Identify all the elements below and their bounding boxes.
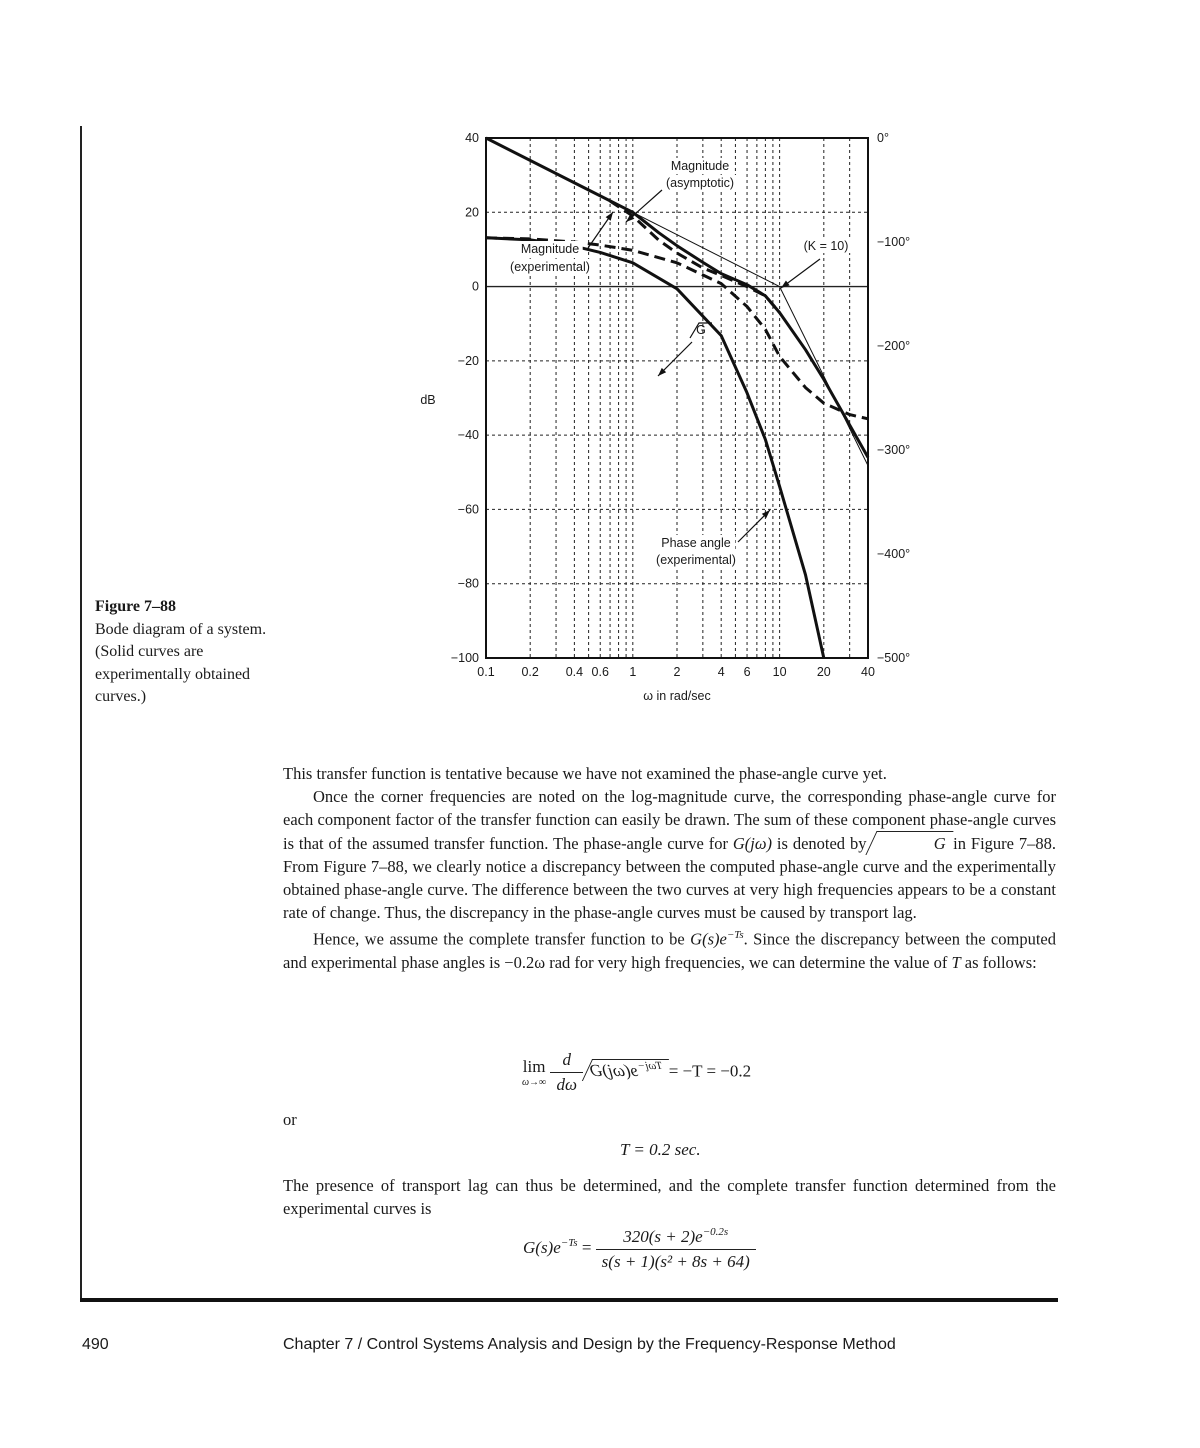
figure-caption-text: Bode diagram of a system. (Solid curves are experimentally obtained curves.) [95,620,267,705]
label-phase-experimental-sub: (experimental) [656,553,736,567]
y2-tick-label: −400° [877,547,911,561]
y2-tick-label: −200° [877,339,911,353]
x-tick-label: 0.6 [591,665,609,679]
label-magnitude-experimental-sub: (experimental) [510,260,590,274]
label-magnitude-asymptotic-sub: (asymptotic) [665,176,735,190]
arrow-magnitude-experimental-head [606,212,613,221]
bode-diagram [400,120,911,720]
y-tick-label: 20 [465,205,479,220]
y2-tick-label: −500° [877,651,911,665]
label-magnitude-asymptotic: Magnitude [670,159,730,173]
x-tick-label: 0.4 [565,665,584,679]
y-tick-label: −100 [450,651,479,665]
x-tick-label: 0.1 [477,665,495,679]
equation-transfer-function: $G(s)e^{-Ts}$ = $\frac{320(s + 2)e^{-0.2s}}{\text{s(s + 1)(s² + 8s + 64)}}$ [523,1226,756,1272]
y2-tick-label: 0° [877,131,889,145]
or-text: or [283,1110,297,1129]
x-tick-label: 20 [816,665,831,679]
label-angle-g: G [696,323,706,337]
equation-limit: lim ω→∞ $\frac{d}{d\omega}$ G(jω)e−jωT = −T = −0.2 [522,1050,752,1094]
y-tick-label: 0 [472,279,479,294]
x-tick-label: 10 [772,665,787,679]
equation-t-value: T = 0.2 sec. [620,1140,701,1159]
x-tick-label: 40 [861,665,875,679]
paragraph-2: Once the corner frequencies are noted on the log-magnitude curve, the corresponding phase-angle curve for each component factor of the transfer function can easily be drawn. The sum of these component phase-angle curves is that of the assumed transfer function. The phase-angle curve for G(jω) is denoted by G in Figure 7–88. From Figure 7–88, we clearly notice a discrepancy between the computed phase-angle curve and the experimentally obtained phase-angle curve. The difference between the two curves at very high frequencies appears to be a constant rate of change. Thus, the discrepancy in the phase-angle curves must be caused by transport lag. [283,787,1056,922]
y-tick-label: −40 [457,428,479,443]
x-tick-label: 6 [743,665,751,679]
x-tick-label: 2 [673,665,681,679]
paragraph-3: Hence, we assume the complete transfer function to be $G(s)e^{-Ts}$. Since the discrepancy between the computed and experimental phase angles is −0.2ω rad for very high frequencies, we can determine the value of T as follows: [283,929,1056,972]
y2-tick-label: −100° [877,235,911,249]
label-magnitude-experimental: Magnitude [520,242,580,256]
page-number: 490 [82,1336,109,1353]
bottom-rule [80,1298,1058,1302]
paragraph-4: The presence of transport lag can thus be determined, and the complete transfer function determined from the experimental curves is [283,1176,1056,1218]
y2-tick-label: −300° [877,443,911,457]
y-tick-label: −80 [457,576,479,591]
label-k-gain: (K = 10) [803,239,849,253]
y-tick-label: −20 [457,353,479,368]
y-axis-label: dB [420,393,436,407]
x-axis-label: ω in rad/sec [643,689,711,703]
paragraph-1: This transfer function is tentative because we have not examined the phase-angle curve yet. [283,764,887,783]
figure-caption [95,596,275,709]
y-tick-label: 40 [465,131,479,145]
running-head: Chapter 7 / Control Systems Analysis and Design by the Frequency-Response Method [283,1336,896,1353]
x-tick-label: 4 [717,665,725,679]
x-tick-label: 1 [629,665,637,679]
left-margin-rule [80,126,82,1300]
x-tick-label: 0.2 [521,665,539,679]
body-text-block-1 [283,762,1056,974]
label-phase-experimental: Phase angle [661,536,731,550]
figure-label: Figure 7–88 [95,598,177,615]
y-tick-label: −60 [457,502,479,517]
